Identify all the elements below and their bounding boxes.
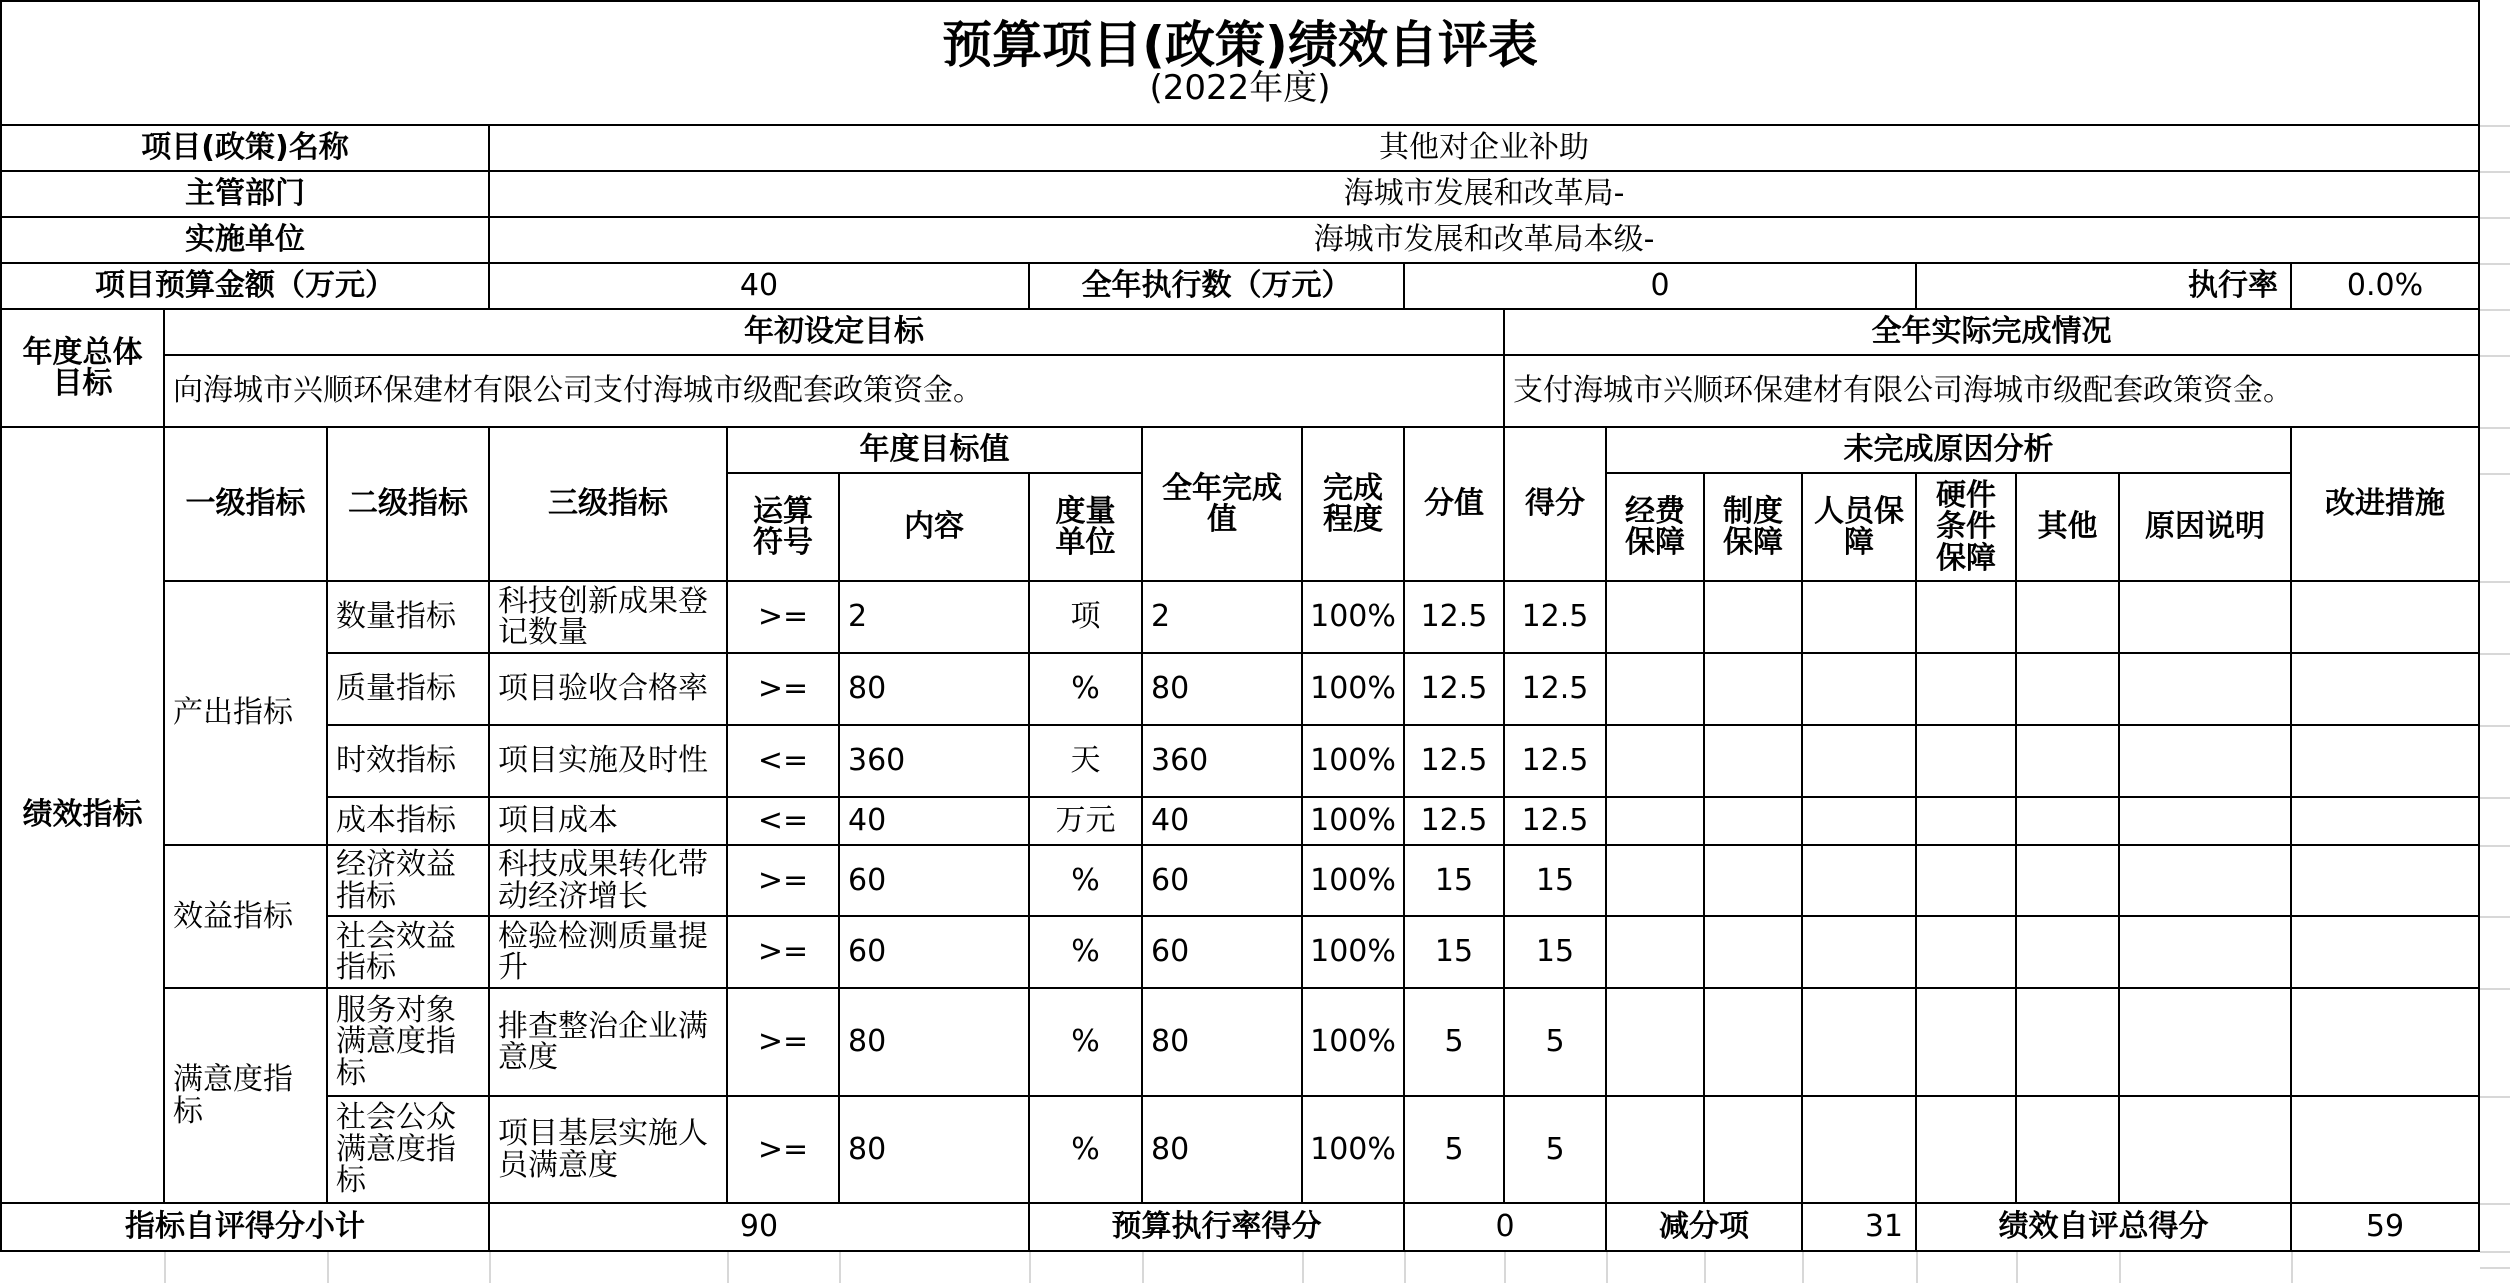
header-unit [1030, 474, 1143, 582]
level1-satisfaction [165, 989, 328, 1204]
operator-cell[interactable]: >= [728, 917, 840, 989]
weight-cell[interactable]: 5 [1405, 1097, 1505, 1204]
target-content-cell[interactable]: 360 [840, 726, 1030, 798]
actual-value-cell[interactable]: 360 [1143, 726, 1303, 798]
reason-fund-cell[interactable] [1607, 917, 1705, 989]
reason-other-cell[interactable] [2017, 989, 2120, 1097]
reason-fund-cell[interactable] [1607, 1097, 1705, 1204]
reason-hardware-cell[interactable] [1917, 726, 2017, 798]
reason-system-cell[interactable] [1705, 989, 1803, 1097]
deduction-label: 减分项 [1607, 1204, 1803, 1252]
reason-hardware-cell[interactable] [1917, 846, 2017, 917]
reason-fund-cell[interactable] [1607, 989, 1705, 1097]
weight-cell[interactable]: 12.5 [1405, 654, 1505, 726]
header-level1: 一级指标 [165, 428, 328, 582]
reason-fund-cell[interactable] [1607, 798, 1705, 846]
weight-cell[interactable]: 12.5 [1405, 582, 1505, 654]
header-score: 得分 [1505, 428, 1607, 582]
level3-cell: 排查整治企业满意度 [490, 989, 728, 1097]
operator-cell[interactable]: <= [728, 726, 840, 798]
rate-value[interactable]: 0.0% [2292, 264, 2480, 310]
unit-cell[interactable]: 万元 [1030, 798, 1143, 846]
operator-cell[interactable]: >= [728, 989, 840, 1097]
executed-label: 全年执行数（万元） [1030, 264, 1405, 310]
reason-desc-cell[interactable] [2120, 654, 2292, 726]
total-value[interactable]: 59 [2292, 1204, 2480, 1252]
header-improve: 改进措施 [2292, 428, 2480, 582]
header-actual-text: 全年完成值 [1162, 470, 1282, 537]
reason-hardware-cell[interactable] [1917, 654, 2017, 726]
actual-value-cell[interactable]: 60 [1143, 917, 1303, 989]
reason-system-cell[interactable] [1705, 726, 1803, 798]
header-completion [1303, 428, 1405, 582]
reason-hardware-cell[interactable] [1917, 798, 2017, 846]
reason-fund-cell[interactable] [1607, 654, 1705, 726]
improve-cell[interactable] [2292, 654, 2480, 726]
reason-other-cell[interactable] [2017, 582, 2120, 654]
reason-desc-cell[interactable] [2120, 726, 2292, 798]
rate-label: 执行率 [1917, 264, 2292, 310]
level2-cell: 社会公众满意度指标 [328, 1097, 490, 1204]
reason-desc-cell[interactable] [2120, 989, 2292, 1097]
reason-staff-cell[interactable] [1803, 846, 1917, 917]
reason-fund-cell[interactable] [1607, 846, 1705, 917]
executed-value[interactable]: 0 [1405, 264, 1917, 310]
completion-cell[interactable]: 100% [1303, 726, 1405, 798]
improve-cell[interactable] [2292, 917, 2480, 989]
reason-system-cell[interactable] [1705, 846, 1803, 917]
score-cell[interactable]: 12.5 [1505, 798, 1607, 846]
header-weight: 分值 [1405, 428, 1505, 582]
header-completion-text: 完成程度 [1323, 470, 1383, 537]
weight-cell[interactable]: 12.5 [1405, 726, 1505, 798]
operator-cell[interactable]: <= [728, 798, 840, 846]
budget-label: 项目预算金额（万元） [0, 264, 490, 310]
actual-value-cell[interactable]: 60 [1143, 846, 1303, 917]
header-content: 内容 [840, 474, 1030, 582]
score-cell[interactable]: 5 [1505, 1097, 1607, 1204]
reason-other-cell[interactable] [2017, 654, 2120, 726]
score-cell[interactable]: 15 [1505, 846, 1607, 917]
reason-other-cell[interactable] [2017, 798, 2120, 846]
reason-hardware-cell[interactable] [1917, 582, 2017, 654]
initial-goal-header: 年初设定目标 [165, 310, 1505, 356]
target-content-cell[interactable]: 80 [840, 989, 1030, 1097]
reason-staff-cell[interactable] [1803, 1097, 1917, 1204]
improve-cell[interactable] [2292, 1097, 2480, 1204]
header-actual [1143, 428, 1303, 582]
level2-cell: 服务对象满意度指标 [328, 989, 490, 1097]
reason-desc-cell[interactable] [2120, 1097, 2292, 1204]
reason-desc-cell[interactable] [2120, 917, 2292, 989]
level3-cell: 科技成果转化带动经济增长 [490, 846, 728, 917]
score-cell[interactable]: 5 [1505, 989, 1607, 1097]
subtotal-value[interactable]: 90 [490, 1204, 1030, 1252]
score-cell[interactable]: 12.5 [1505, 654, 1607, 726]
dept-value[interactable]: 海城市发展和改革局- [490, 172, 2480, 218]
reason-system-cell[interactable] [1705, 582, 1803, 654]
level2-cell: 质量指标 [328, 654, 490, 726]
actual-value-cell[interactable]: 80 [1143, 989, 1303, 1097]
improve-cell[interactable] [2292, 582, 2480, 654]
actual-value-cell[interactable]: 40 [1143, 798, 1303, 846]
improve-cell[interactable] [2292, 726, 2480, 798]
unit-cell[interactable]: 天 [1030, 726, 1143, 798]
header-reason-desc: 原因说明 [2120, 474, 2292, 582]
reason-staff-cell[interactable] [1803, 726, 1917, 798]
actual-value-cell[interactable]: 80 [1143, 1097, 1303, 1204]
perf-indicators-label: 绩效指标 [0, 428, 165, 1204]
level3-cell: 项目基层实施人员满意度 [490, 1097, 728, 1204]
header-reason-staff [1803, 474, 1917, 582]
unit-cell[interactable]: % [1030, 1097, 1143, 1204]
header-target-group: 年度目标值 [728, 428, 1143, 474]
reason-staff-cell[interactable] [1803, 989, 1917, 1097]
page-title: 预算项目(政策)绩效自评表 [942, 15, 1538, 74]
score-cell[interactable]: 15 [1505, 917, 1607, 989]
unit-cell[interactable]: 项 [1030, 582, 1143, 654]
header-level3: 三级指标 [490, 428, 728, 582]
unit-cell[interactable]: % [1030, 846, 1143, 917]
header-reason-fund-text: 经费保障 [1625, 493, 1685, 560]
actual-goal-text[interactable]: 支付海城市兴顺环保建材有限公司海城市级配套政策资金。 [1505, 356, 2480, 428]
header-reason-fund [1607, 474, 1705, 582]
operator-cell[interactable]: >= [728, 1097, 840, 1204]
improve-cell[interactable] [2292, 798, 2480, 846]
actual-value-cell[interactable]: 80 [1143, 654, 1303, 726]
level2-cell: 社会效益指标 [328, 917, 490, 989]
reason-fund-cell[interactable] [1607, 582, 1705, 654]
completion-cell[interactable]: 100% [1303, 1097, 1405, 1204]
reason-staff-cell[interactable] [1803, 917, 1917, 989]
completion-cell[interactable]: 100% [1303, 798, 1405, 846]
level1-output: 产出指标 [165, 582, 328, 846]
reason-hardware-cell[interactable] [1917, 917, 2017, 989]
unit-label: 实施单位 [0, 218, 490, 264]
level2-cell: 经济效益指标 [328, 846, 490, 917]
operator-cell[interactable]: >= [728, 846, 840, 917]
header-unit-text: 度量单位 [1055, 493, 1116, 560]
completion-cell[interactable]: 100% [1303, 582, 1405, 654]
reason-other-cell[interactable] [2017, 846, 2120, 917]
level3-cell: 项目成本 [490, 798, 728, 846]
level2-cell: 数量指标 [328, 582, 490, 654]
improve-cell[interactable] [2292, 989, 2480, 1097]
subtotal-label: 指标自评得分小计 [0, 1204, 490, 1252]
project-name-value[interactable]: 其他对企业补助 [490, 126, 2480, 172]
reason-fund-cell[interactable] [1607, 726, 1705, 798]
level2-cell: 时效指标 [328, 726, 490, 798]
header-operator-text: 运算符号 [753, 493, 813, 560]
unit-cell[interactable]: % [1030, 917, 1143, 989]
weight-cell[interactable]: 15 [1405, 846, 1505, 917]
target-content-cell[interactable]: 60 [840, 917, 1030, 989]
improve-cell[interactable] [2292, 846, 2480, 917]
reason-hardware-cell[interactable] [1917, 1097, 2017, 1204]
page-subtitle-year: (2022年度) [1149, 68, 1331, 109]
unit-value[interactable]: 海城市发展和改革局本级- [490, 218, 2480, 264]
annual-goal-label [0, 310, 165, 428]
score-cell[interactable]: 12.5 [1505, 726, 1607, 798]
target-content-cell[interactable]: 60 [840, 846, 1030, 917]
header-operator [728, 474, 840, 582]
header-reason-hardware [1917, 474, 2017, 582]
operator-cell[interactable]: >= [728, 654, 840, 726]
title-cell [0, 0, 2480, 126]
budget-value[interactable]: 40 [490, 264, 1030, 310]
level1-benefit: 效益指标 [165, 846, 328, 989]
unit-cell[interactable]: % [1030, 654, 1143, 726]
target-content-cell[interactable]: 2 [840, 582, 1030, 654]
project-name-label: 项目(政策)名称 [0, 126, 490, 172]
deduction-value[interactable]: 31 [1803, 1204, 1917, 1252]
budget-score-label: 预算执行率得分 [1030, 1204, 1405, 1252]
reason-system-cell[interactable] [1705, 798, 1803, 846]
weight-cell[interactable]: 12.5 [1405, 798, 1505, 846]
weight-cell[interactable]: 5 [1405, 989, 1505, 1097]
level3-cell: 科技创新成果登记数量 [490, 582, 728, 654]
level3-cell: 项目验收合格率 [490, 654, 728, 726]
level3-cell: 检验检测质量提升 [490, 917, 728, 989]
actual-value-cell[interactable]: 2 [1143, 582, 1303, 654]
budget-score-value[interactable]: 0 [1405, 1204, 1607, 1252]
completion-cell[interactable]: 100% [1303, 846, 1405, 917]
header-reason-system-text: 制度保障 [1723, 493, 1783, 560]
dept-label: 主管部门 [0, 172, 490, 218]
reason-other-cell[interactable] [2017, 1097, 2120, 1204]
reason-staff-cell[interactable] [1803, 798, 1917, 846]
header-reason-staff-text: 人员保障 [1814, 493, 1904, 560]
header-level2: 二级指标 [328, 428, 490, 582]
total-label: 绩效自评总得分 [1917, 1204, 2292, 1252]
reason-other-cell[interactable] [2017, 726, 2120, 798]
completion-cell[interactable]: 100% [1303, 989, 1405, 1097]
level2-cell: 成本指标 [328, 798, 490, 846]
completion-cell[interactable]: 100% [1303, 654, 1405, 726]
operator-cell[interactable]: >= [728, 582, 840, 654]
target-content-cell[interactable]: 80 [840, 1097, 1030, 1204]
initial-goal-text[interactable]: 向海城市兴顺环保建材有限公司支付海城市级配套政策资金。 [165, 356, 1505, 428]
reason-desc-cell[interactable] [2120, 798, 2292, 846]
reason-other-cell[interactable] [2017, 917, 2120, 989]
level3-cell: 项目实施及时性 [490, 726, 728, 798]
reason-desc-cell[interactable] [2120, 582, 2292, 654]
reason-system-cell[interactable] [1705, 654, 1803, 726]
header-reason-group: 未完成原因分析 [1607, 428, 2292, 474]
target-content-cell[interactable]: 40 [840, 798, 1030, 846]
score-cell[interactable]: 12.5 [1505, 582, 1607, 654]
actual-goal-header: 全年实际完成情况 [1505, 310, 2480, 356]
target-content-cell[interactable]: 80 [840, 654, 1030, 726]
unit-cell[interactable]: % [1030, 989, 1143, 1097]
level1-satisfaction-text: 满意度指标 [173, 1062, 293, 1129]
annual-goal-label-text: 年度总体目标 [22, 334, 143, 401]
header-reason-system [1705, 474, 1803, 582]
header-reason-hardware-text: 硬件条件保障 [1936, 477, 1996, 576]
completion-cell[interactable]: 100% [1303, 917, 1405, 989]
reason-staff-cell[interactable] [1803, 582, 1917, 654]
header-reason-other: 其他 [2017, 474, 2120, 582]
weight-cell[interactable]: 15 [1405, 917, 1505, 989]
reason-hardware-cell[interactable] [1917, 989, 2017, 1097]
reason-staff-cell[interactable] [1803, 654, 1917, 726]
reason-system-cell[interactable] [1705, 1097, 1803, 1204]
reason-desc-cell[interactable] [2120, 846, 2292, 917]
reason-system-cell[interactable] [1705, 917, 1803, 989]
